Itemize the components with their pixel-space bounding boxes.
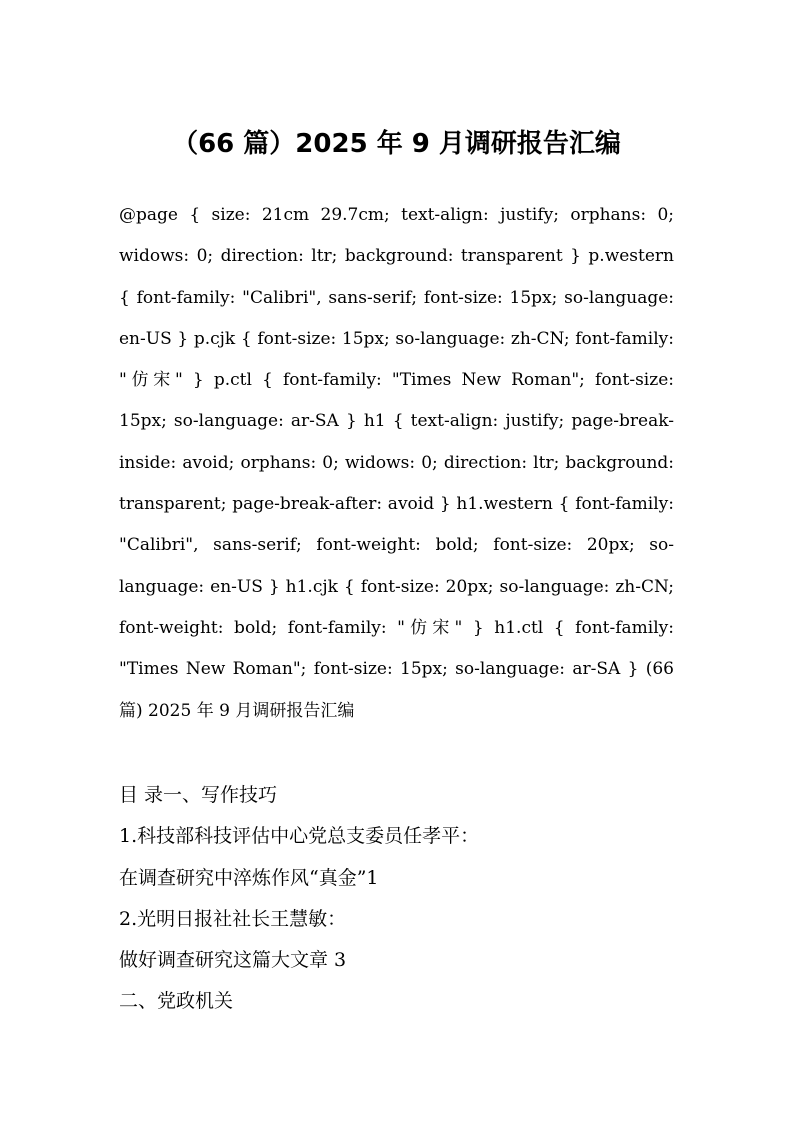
toc-line: 1.科技部科技评估中心党总支委员任孝平： <box>119 825 480 848</box>
toc-line: 目 录一、写作技巧 <box>119 784 278 806</box>
toc-line: 做好调查研究这篇大文章 3 <box>119 949 347 972</box>
table-of-contents <box>119 775 674 1023</box>
body-paragraph: @page { size: 21cm 29.7cm; text-align: justify; orphans: 0; widows: 0; direction: ltr; background: transparent } p.western { font-family: "Calibri", sans-serif; font-size: 15px; so-language: en-US } p.cjk { font-size: 15px; so-language: zh-CN; font-family: "仿宋" } p.ctl { font-family: "Times New Roman"; font-size: 15px; so-language: ar-SA } h1 { text-align: justify; page-break-inside: avoid; orphans: 0; widows: 0; direction: ltr; background: transparent; page-break-after: avoid } h1.western { font-family: "Calibri", sans-serif; font-weight: bold; font-size: 20px; so-language: en-US } h1.cjk { font-size: 20px; so-language: zh-CN; font-weight: bold; font-family: "仿宋" } h1.ctl { font-family: "Times New Roman"; font-size: 15px; so-language: ar-SA } (66 篇) 2025 年 9 月调研报告汇编 <box>119 205 674 721</box>
toc-line: 2.光明日报社社长王慧敏： <box>119 907 347 930</box>
toc-line: 二、党政机关 <box>119 990 234 1013</box>
document-title: （66 篇）2025 年 9 月调研报告汇编 <box>172 129 621 159</box>
toc-line: 在调查研究中淬炼作风“真金”1 <box>119 866 379 889</box>
